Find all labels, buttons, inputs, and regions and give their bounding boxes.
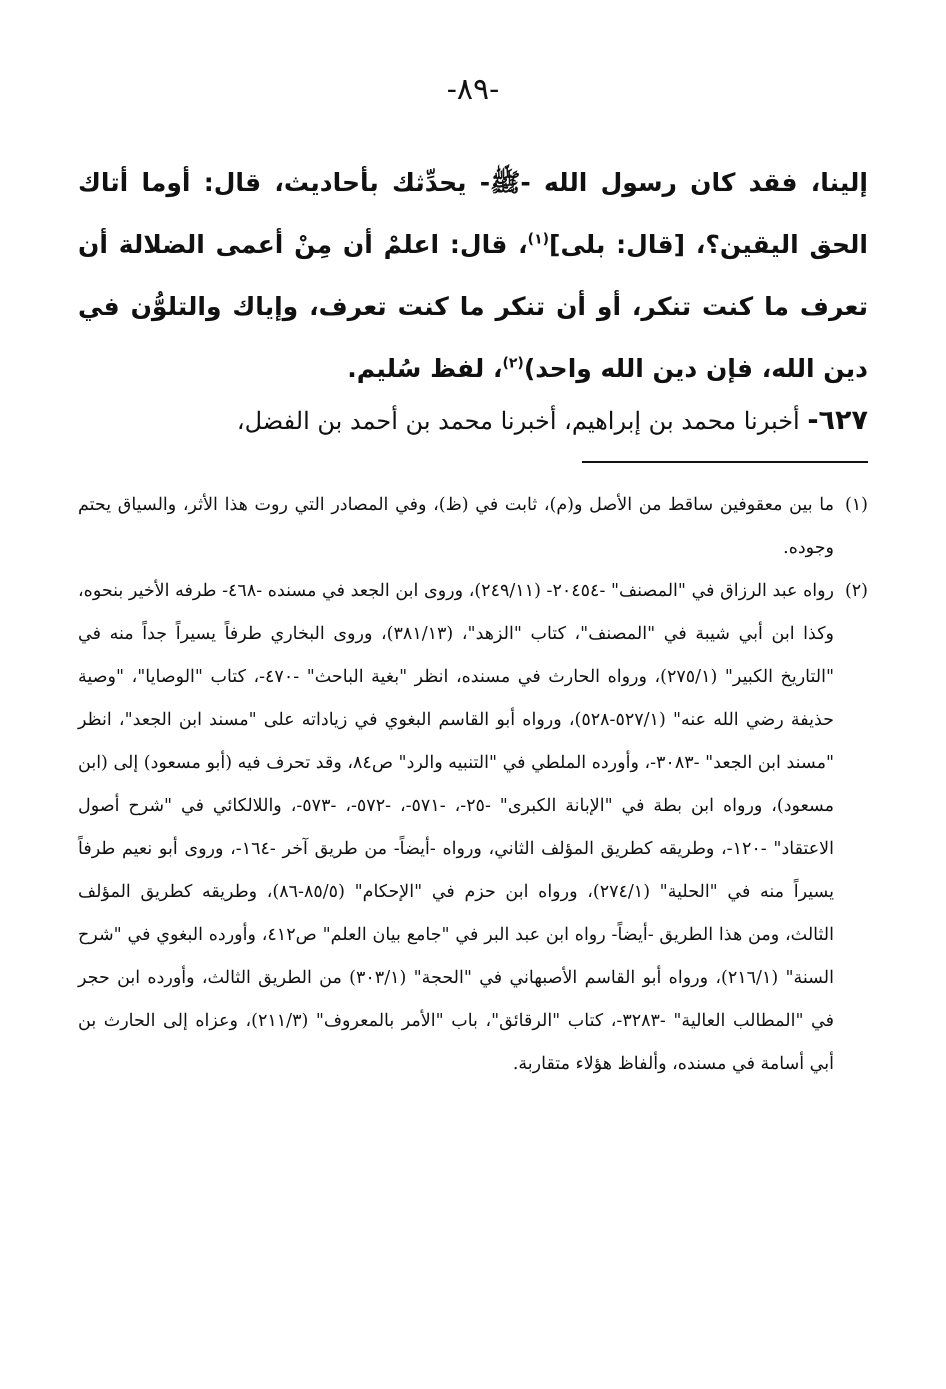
footnote-2 — [78, 570, 868, 1086]
main-text-part-3: ، لفظ سُليم. — [347, 354, 503, 383]
footnote-2-text: رواه عبد الرزاق في "المصنف" -٢٠٤٥٤- (٢٤٩/١١)، وروى ابن الجعد في مسنده -٤٦٨- طرفه الأخير بنحوه، وكذا ابن أبي شيبة في "المصنف"، كتاب "الزهد"، (٣٨١/١٣)، وروى البخاري طرفاً يسيراً جداً منه في "التاريخ الكبير" (٢٧٥/١)، ورواه الحارث في مسنده، انظر "بغية الباحث" -٤٧٠-، كتاب "الوصايا"، "وصية حذيفة رضي الله عنه" (٥٢٧/١-٥٢٨)، ورواه أبو القاسم البغوي في زياداته على "مسند ابن الجعد"، انظر "مسند ابن الجعد" -٣٠٨٣-، وأورده الملطي في "التنبيه والرد" ص٨٤، وقد تحرف فيه (أبو مسعود) إلى (ابن مسعود)، ورواه ابن بطة في "الإبانة الكبرى" -٢٥-، -٥٧١-، -٥٧٢-، -٥٧٣-، واللالكائي في "شرح أصول الاعتقاد" -١٢٠-، وطريقه كطريق المؤلف الثاني، ورواه -أيضاً- من طريق آخر -١٦٤-، وروى أبو نعيم طرفاً يسيراً منه في "الحلية" (٢٧٤/١)، ورواه ابن حزم في "الإحكام" (٨٥/٥-٨٦)، وطريقه كطريق المؤلف الثالث، ومن هذا الطريق -أيضاً- رواه ابن عبد البر في "جامع بيان العلم" ص٤١٢، وأورده البغوي في "شرح السنة" (٢١٦/١)، ورواه أبو القاسم الأصبهاني في "الحجة" (٣٠٣/١) من الطريق الثالث، وأورده ابن حجر في "المطالب العالية" -٣٢٨٣-، كتاب "الرقائق"، باب "الأمر بالمعروف" (٢١١/٣)، وعزاه إلى الحارث بن أبي أسامة في مسنده، وألفاظ هؤلاء متقاربة. — [78, 581, 835, 1074]
footnote-1-text: ما بين معقوفين ساقط من الأصل و(م)، ثابت في (ظ)، وفي المصادر التي روت هذا الأثر، والسياق يحتم وجوده. — [78, 495, 834, 558]
footnote-2-number: (٢) — [844, 581, 868, 601]
hadith-line — [78, 395, 868, 447]
hadith-number: ٦٢٧- — [807, 405, 868, 436]
footnote-separator — [582, 461, 868, 463]
main-text-block — [78, 152, 868, 400]
footnotes-section — [78, 484, 868, 1086]
footnote-ref-2: (٢) — [502, 355, 524, 372]
main-text-part-1: إلينا، فقد كان رسول الله -ﷺ- يحدِّثك بأحاديث، قال: أوما أتاك الحق اليقين؟، [قال: بلى] — [78, 168, 868, 259]
main-text-part-2: ، قال: اعلمْ أن مِنْ أعمى الضلالة أن تعرف ما كنت تنكر، أو أن تنكر ما كنت تعرف، وإياك والتلوُّن في دين الله، فإن دين الله واحد) — [78, 230, 868, 383]
footnote-1 — [78, 484, 868, 570]
footnote-1-number: (١) — [844, 495, 868, 515]
footnote-ref-1: (١) — [527, 231, 550, 248]
main-paragraph — [78, 152, 868, 400]
page-number: -٨٩- — [446, 72, 500, 107]
hadith-text: أخبرنا محمد بن إبراهيم، أخبرنا محمد بن أحمد بن الفضل، — [236, 407, 808, 435]
